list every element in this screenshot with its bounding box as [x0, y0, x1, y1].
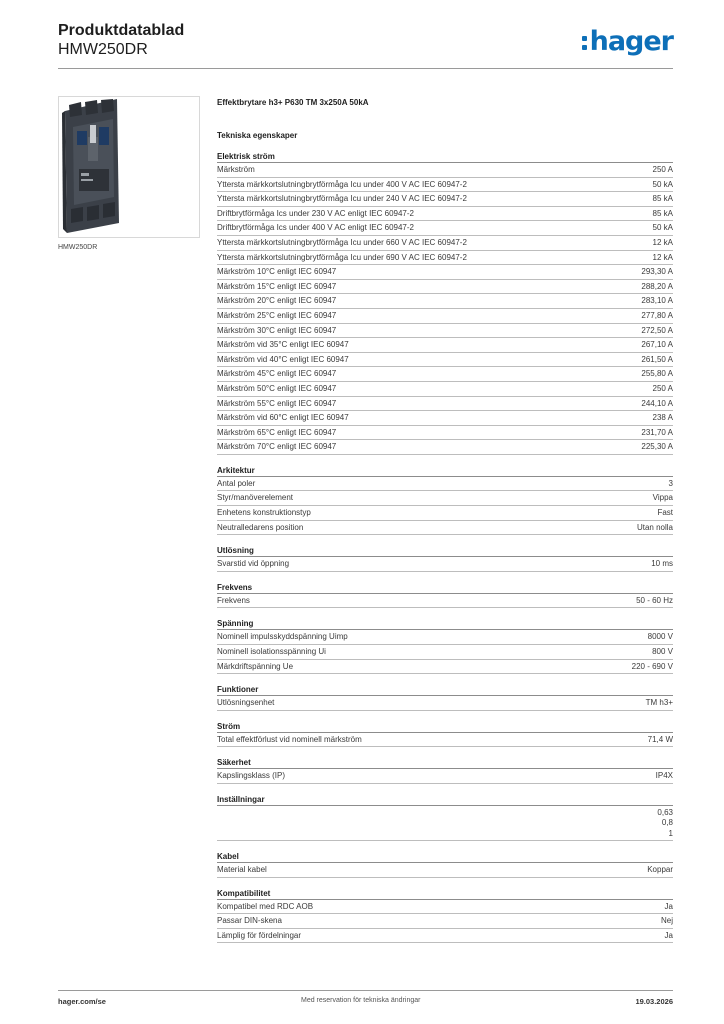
spec-row	[217, 192, 673, 207]
spec-label: Styr/manöverelement	[217, 493, 294, 503]
spec-row	[217, 521, 673, 536]
spec-row	[217, 477, 673, 492]
spec-row	[217, 900, 673, 915]
spec-row	[217, 491, 673, 506]
spec-label: Driftbrytförmåga Ics under 400 V AC enligt IEC 60947-2	[217, 223, 414, 233]
spec-value: Fast	[657, 508, 673, 518]
spec-label: Märkström	[217, 165, 255, 174]
spec-row	[217, 251, 673, 266]
document-footer	[58, 997, 673, 1009]
spec-value	[657, 806, 673, 839]
spec-value: 50 kA	[652, 179, 673, 189]
spec-value: 85 kA	[652, 208, 673, 218]
spec-value: Nej	[660, 916, 673, 926]
spec-label: Märkström 45°C enligt IEC 60947	[217, 369, 337, 379]
spec-row	[217, 426, 673, 441]
spec-label: Total effektförlust vid nominell märkström	[217, 734, 362, 744]
spec-value: 250 A	[652, 165, 673, 174]
section-title: Arkitektur	[217, 465, 673, 477]
spec-row	[217, 557, 673, 572]
section-title: Inställningar	[217, 794, 673, 806]
spec-value: Utan nolla	[636, 522, 673, 532]
spec-row	[217, 265, 673, 280]
spec-label: Driftbrytförmåga Ics under 230 V AC enligt IEC 60947-2	[217, 208, 414, 218]
spec-label: Enhetens konstruktionstyp	[217, 508, 311, 518]
spec-value: 255,80 A	[641, 369, 673, 379]
spec-value: 288,20 A	[641, 281, 673, 291]
spec-value: 272,50 A	[641, 325, 673, 335]
spec-value: 220 - 690 V	[631, 661, 673, 671]
spec-label: Yttersta märkkortslutningbrytförmåga Icu under 660 V AC IEC 60947-2	[217, 237, 467, 247]
section-title: Kompatibilitet	[217, 888, 673, 900]
spec-label: Yttersta märkkortslutningbrytförmåga Icu under 400 V AC IEC 60947-2	[217, 179, 467, 189]
spec-value-line: 0,63	[657, 808, 673, 817]
spec-value: TM h3+	[645, 698, 673, 708]
spec-label: Märkström vid 60°C enligt IEC 60947	[217, 413, 349, 423]
spec-section	[217, 151, 673, 455]
spec-value: 283,10 A	[641, 296, 673, 306]
spec-row	[217, 914, 673, 929]
spec-value: 293,30 A	[641, 267, 673, 277]
logo-colon-icon	[582, 36, 587, 50]
spec-row	[217, 411, 673, 426]
spec-value: 225,30 A	[641, 442, 673, 452]
footer-divider	[58, 990, 673, 991]
spec-row	[217, 221, 673, 236]
footer-date: 19.03.2026	[635, 997, 673, 1006]
spec-row	[217, 630, 673, 645]
header-divider	[58, 68, 673, 69]
spec-value: 50 kA	[652, 223, 673, 233]
spec-row	[217, 294, 673, 309]
section-title: Frekvens	[217, 582, 673, 594]
spec-label: Neutralledarens position	[217, 522, 304, 532]
spec-label: Frekvens	[217, 595, 250, 605]
spec-row	[217, 367, 673, 382]
section-title: Spänning	[217, 618, 673, 630]
section-title: Funktioner	[217, 684, 673, 696]
spec-row	[217, 863, 673, 878]
spec-label: Utlösningsenhet	[217, 698, 275, 708]
footer-disclaimer: Med reservation för tekniska ändringar	[301, 997, 421, 1004]
spec-value: Koppar	[647, 865, 673, 874]
section-title: Utlösning	[217, 545, 673, 557]
footer-website[interactable]: hager.com/se	[58, 997, 106, 1006]
spec-label: Märkström 70°C enligt IEC 60947	[217, 442, 337, 452]
product-reference: HMW250DR	[58, 41, 148, 58]
spec-label: Märkström 55°C enligt IEC 60947	[217, 398, 337, 408]
spec-value: 231,70 A	[641, 427, 673, 437]
spec-value: 12 kA	[652, 237, 673, 247]
spec-label: Material kabel	[217, 865, 267, 874]
spec-value: 277,80 A	[641, 310, 673, 320]
spec-label: Lämplig för fördelningar	[217, 930, 302, 940]
spec-label: Märkström 10°C enligt IEC 60947	[217, 267, 337, 277]
spec-value: 267,10 A	[641, 340, 673, 350]
spec-value: 85 kA	[652, 194, 673, 204]
document-title: Produktdatablad	[58, 22, 185, 39]
spec-row	[217, 207, 673, 222]
spec-section	[217, 888, 673, 944]
spec-value: Ja	[664, 930, 673, 940]
spec-value: Vippa	[652, 493, 673, 503]
spec-label: Kompatibel med RDC AOB	[217, 901, 314, 911]
spec-label: Märkström 30°C enligt IEC 60947	[217, 325, 337, 335]
spec-value: 250 A	[652, 383, 673, 393]
spec-label: Märkström vid 40°C enligt IEC 60947	[217, 354, 349, 364]
spec-section	[217, 721, 673, 748]
spec-value: 12 kA	[652, 252, 673, 262]
spec-row	[217, 440, 673, 455]
spec-value: 71,4 W	[647, 734, 673, 744]
spec-row	[217, 178, 673, 193]
product-description: Effektbrytare h3+ P630 TM 3x250A 50kA	[217, 98, 369, 107]
spec-section	[217, 618, 673, 674]
spec-label: Märkström 15°C enligt IEC 60947	[217, 281, 337, 291]
spec-row	[217, 324, 673, 339]
spec-content	[217, 97, 673, 943]
spec-value: Ja	[664, 901, 673, 911]
spec-row	[217, 769, 673, 784]
hager-logo	[582, 26, 673, 56]
spec-row	[217, 236, 673, 251]
spec-label: Märkström 25°C enligt IEC 60947	[217, 310, 337, 320]
section-title: Ström	[217, 721, 673, 733]
spec-section	[217, 851, 673, 878]
spec-row	[217, 929, 673, 944]
spec-value-line: 0,8	[661, 818, 673, 828]
spec-label: Märkström 50°C enligt IEC 60947	[217, 383, 337, 393]
spec-label: Antal poler	[217, 478, 256, 488]
spec-row	[217, 397, 673, 412]
spec-row	[217, 645, 673, 660]
spec-sections	[217, 151, 673, 943]
spec-value: 238 A	[652, 413, 673, 423]
spec-section	[217, 684, 673, 711]
spec-label: Yttersta märkkortslutningbrytförmåga Icu under 690 V AC IEC 60947-2	[217, 252, 467, 262]
spec-row	[217, 733, 673, 748]
spec-label: Märkström 65°C enligt IEC 60947	[217, 427, 337, 437]
spec-section	[217, 794, 673, 841]
spec-section	[217, 582, 673, 609]
spec-row	[217, 338, 673, 353]
spec-value: 800 V	[652, 647, 673, 657]
spec-value: 244,10 A	[641, 398, 673, 408]
spec-section	[217, 545, 673, 572]
spec-value: IP4X	[655, 771, 673, 781]
circuit-breaker-icon	[59, 97, 199, 237]
technical-properties-title: Tekniska egenskaper	[217, 131, 298, 140]
spec-label: Svarstid vid öppning	[217, 559, 290, 569]
logo-text: hager	[589, 25, 673, 57]
spec-row	[217, 309, 673, 324]
spec-label: Passar DIN-skena	[217, 916, 282, 926]
spec-row	[217, 506, 673, 521]
spec-label: Nominell isolationsspänning Ui	[217, 647, 326, 657]
spec-row	[217, 382, 673, 397]
section-title: Kabel	[217, 851, 673, 863]
document-header	[58, 22, 673, 70]
product-image	[58, 96, 200, 238]
image-caption: HMW250DR	[58, 244, 98, 251]
spec-row	[217, 280, 673, 295]
spec-section	[217, 757, 673, 784]
spec-row	[217, 806, 673, 841]
spec-label: Märkström 20°C enligt IEC 60947	[217, 296, 337, 306]
spec-section	[217, 465, 673, 535]
spec-value-line: 1	[668, 828, 673, 838]
spec-value: 50 - 60 Hz	[636, 595, 673, 605]
spec-row	[217, 353, 673, 368]
spec-label: Kapslingsklass (IP)	[217, 771, 286, 781]
spec-row	[217, 163, 673, 178]
spec-row	[217, 696, 673, 711]
spec-value: 261,50 A	[641, 354, 673, 364]
spec-row	[217, 660, 673, 675]
spec-label: Märkström vid 35°C enligt IEC 60947	[217, 340, 349, 350]
spec-label: Yttersta märkkortslutningbrytförmåga Icu under 240 V AC IEC 60947-2	[217, 194, 467, 204]
spec-label: Märkdriftspänning Ue	[217, 661, 294, 671]
spec-value: 3	[668, 478, 673, 488]
section-title: Elektrisk ström	[217, 151, 673, 163]
spec-value: 8000 V	[647, 632, 673, 642]
spec-row	[217, 594, 673, 609]
section-title: Säkerhet	[217, 757, 673, 769]
spec-label: Nominell impulsskyddspänning Uimp	[217, 632, 348, 642]
spec-value: 10 ms	[651, 559, 673, 569]
